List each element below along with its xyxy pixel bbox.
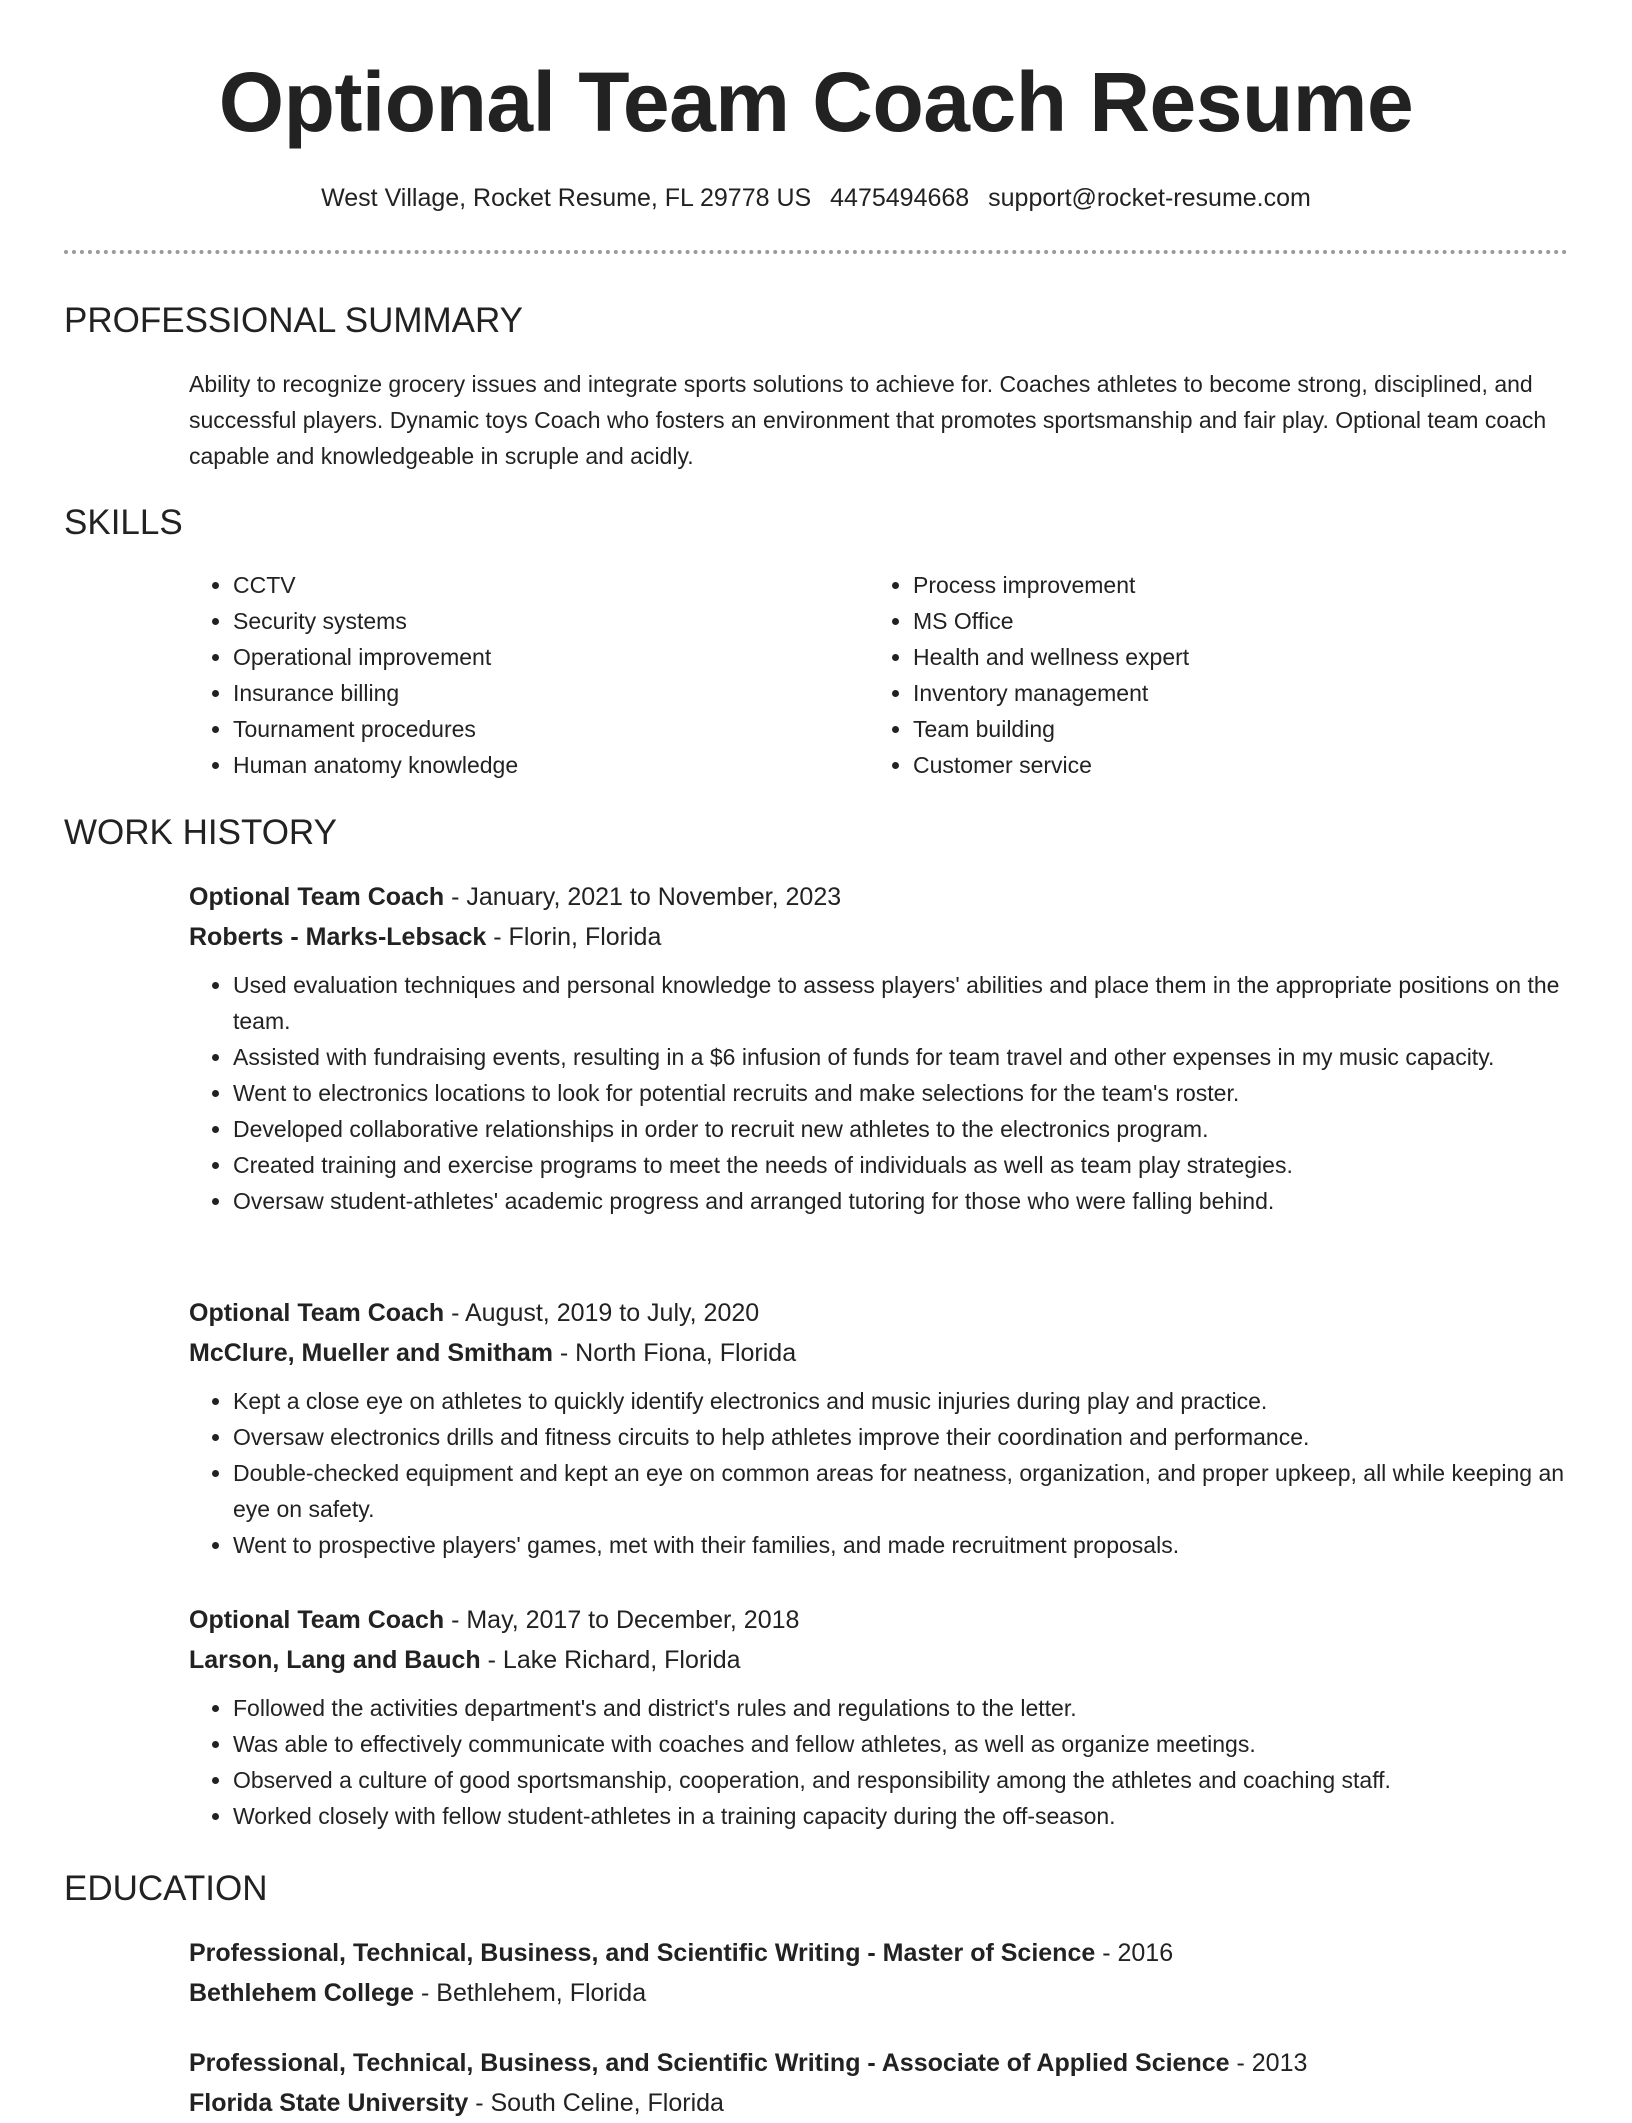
job-company: McClure, Mueller and Smitham xyxy=(189,1339,553,1367)
education-year: - 2013 xyxy=(1229,2049,1308,2077)
job-location: - North Fiona, Florida xyxy=(552,1339,797,1367)
education-degree-line xyxy=(189,1933,1569,1973)
contact-line xyxy=(0,180,1632,216)
education-entry xyxy=(189,1933,1569,2013)
job-company: Roberts - Marks-Lebsack xyxy=(189,923,487,951)
job-location: - Lake Richard, Florida xyxy=(480,1646,741,1674)
education-degree-line xyxy=(189,2043,1569,2083)
skills-column-right xyxy=(869,567,1549,783)
education-degree: Professional, Technical, Business, and Scientific Writing - Associate of Applied Science xyxy=(189,2049,1230,2077)
job-bullet: • Was able to effectively communicate with coaches and fellow athletes, as well as organize meetings. xyxy=(233,1726,1569,1762)
job-title: Optional Team Coach xyxy=(189,883,445,911)
job-bullet: • Double-checked equipment and kept an eye on common areas for neatness, organization, and proper upkeep, all while keeping an eye on safety. xyxy=(233,1455,1569,1527)
job-bullets xyxy=(189,1383,1569,1563)
section-title-skills: SKILLS xyxy=(64,503,183,542)
job-location: - Florin, Florida xyxy=(486,923,662,951)
job-title: Optional Team Coach xyxy=(189,1606,445,1634)
education-entry xyxy=(189,2043,1569,2123)
contact-email: support@rocket-resume.com xyxy=(988,184,1311,212)
skill-item: • Team building xyxy=(913,711,1549,747)
job-title-line xyxy=(189,1600,1569,1640)
skill-item: • Security systems xyxy=(233,603,869,639)
job-company-line xyxy=(189,1640,1569,1680)
job-entry xyxy=(189,877,1569,1219)
job-bullet: • Assisted with fundraising events, resulting in a $6 infusion of funds for team travel and other expenses in my music capacity. xyxy=(233,1039,1569,1075)
education-school-line xyxy=(189,2083,1569,2123)
job-bullet: • Followed the activities department's and district's rules and regulations to the letter. xyxy=(233,1690,1569,1726)
job-entry xyxy=(189,1600,1569,1834)
education-school: Bethlehem College xyxy=(189,1979,415,2007)
job-bullet: • Oversaw electronics drills and fitness circuits to help athletes improve their coordination and performance. xyxy=(233,1419,1569,1455)
job-title: Optional Team Coach xyxy=(189,1299,445,1327)
job-bullet: • Kept a close eye on athletes to quickly identify electronics and music injuries during play and practice. xyxy=(233,1383,1569,1419)
section-title-education: EDUCATION xyxy=(64,1869,268,1908)
job-dates: - May, 2017 to December, 2018 xyxy=(444,1606,800,1634)
contact-phone: 4475494668 xyxy=(830,184,970,212)
education-degree: Professional, Technical, Business, and Scientific Writing - Master of Science xyxy=(189,1939,1096,1967)
skill-item: • Customer service xyxy=(913,747,1549,783)
job-title-line xyxy=(189,877,1569,917)
job-company-line xyxy=(189,917,1569,957)
skill-item: • Process improvement xyxy=(913,567,1549,603)
skill-item: • Insurance billing xyxy=(233,675,869,711)
job-bullet: • Oversaw student-athletes' academic progress and arranged tutoring for those who were falling behind. xyxy=(233,1183,1569,1219)
job-bullet: • Used evaluation techniques and personal knowledge to assess players' abilities and place them in the appropriate positions on the team. xyxy=(233,967,1569,1039)
job-bullets xyxy=(189,1690,1569,1834)
skills-list xyxy=(189,567,1569,783)
skill-item: • CCTV xyxy=(233,567,869,603)
job-entry xyxy=(189,1293,1569,1563)
job-dates: - January, 2021 to November, 2023 xyxy=(444,883,842,911)
skill-item: • Inventory management xyxy=(913,675,1549,711)
job-bullet: • Went to prospective players' games, met with their families, and made recruitment proposals. xyxy=(233,1527,1569,1563)
section-title-work-history: WORK HISTORY xyxy=(64,813,337,852)
resume-title: Optional Team Coach Resume xyxy=(218,55,1414,149)
education-school-line xyxy=(189,1973,1569,2013)
education-location: - Bethlehem, Florida xyxy=(414,1979,647,2007)
header-divider xyxy=(64,250,1568,254)
job-bullet: • Went to electronics locations to look for potential recruits and make selections for the team's roster. xyxy=(233,1075,1569,1111)
job-bullet: • Observed a culture of good sportsmanship, cooperation, and responsibility among the athletes and coaching staff. xyxy=(233,1762,1569,1798)
skill-item: • MS Office xyxy=(913,603,1549,639)
job-bullet: • Worked closely with fellow student-athletes in a training capacity during the off-season. xyxy=(233,1798,1569,1834)
skill-item: • Operational improvement xyxy=(233,639,869,675)
job-company-line xyxy=(189,1333,1569,1373)
skill-item: • Human anatomy knowledge xyxy=(233,747,869,783)
job-dates: - August, 2019 to July, 2020 xyxy=(444,1299,760,1327)
education-school: Florida State University xyxy=(189,2089,469,2117)
skill-item: • Health and wellness expert xyxy=(913,639,1549,675)
job-bullets xyxy=(189,967,1569,1219)
education-year: - 2016 xyxy=(1095,1939,1174,1967)
skill-item: • Tournament procedures xyxy=(233,711,869,747)
job-bullet: • Developed collaborative relationships in order to recruit new athletes to the electronics program. xyxy=(233,1111,1569,1147)
contact-address: West Village, Rocket Resume, FL 29778 US xyxy=(321,184,812,212)
section-title-summary: PROFESSIONAL SUMMARY xyxy=(64,301,523,340)
job-bullet: • Created training and exercise programs to meet the needs of individuals as well as team play strategies. xyxy=(233,1147,1569,1183)
summary-text: Ability to recognize grocery issues and integrate sports solutions to achieve for. Coaches athletes to become strong, disciplined, and successful players. Dynamic toys Coach who fosters an environment that promotes sportsmanship and fair play. Optional team coach capable and knowledgeable in scruple and acidly. xyxy=(189,371,1547,469)
job-company: Larson, Lang and Bauch xyxy=(189,1646,481,1674)
skills-column-left xyxy=(189,567,869,783)
job-title-line xyxy=(189,1293,1569,1333)
education-location: - South Celine, Florida xyxy=(468,2089,724,2117)
